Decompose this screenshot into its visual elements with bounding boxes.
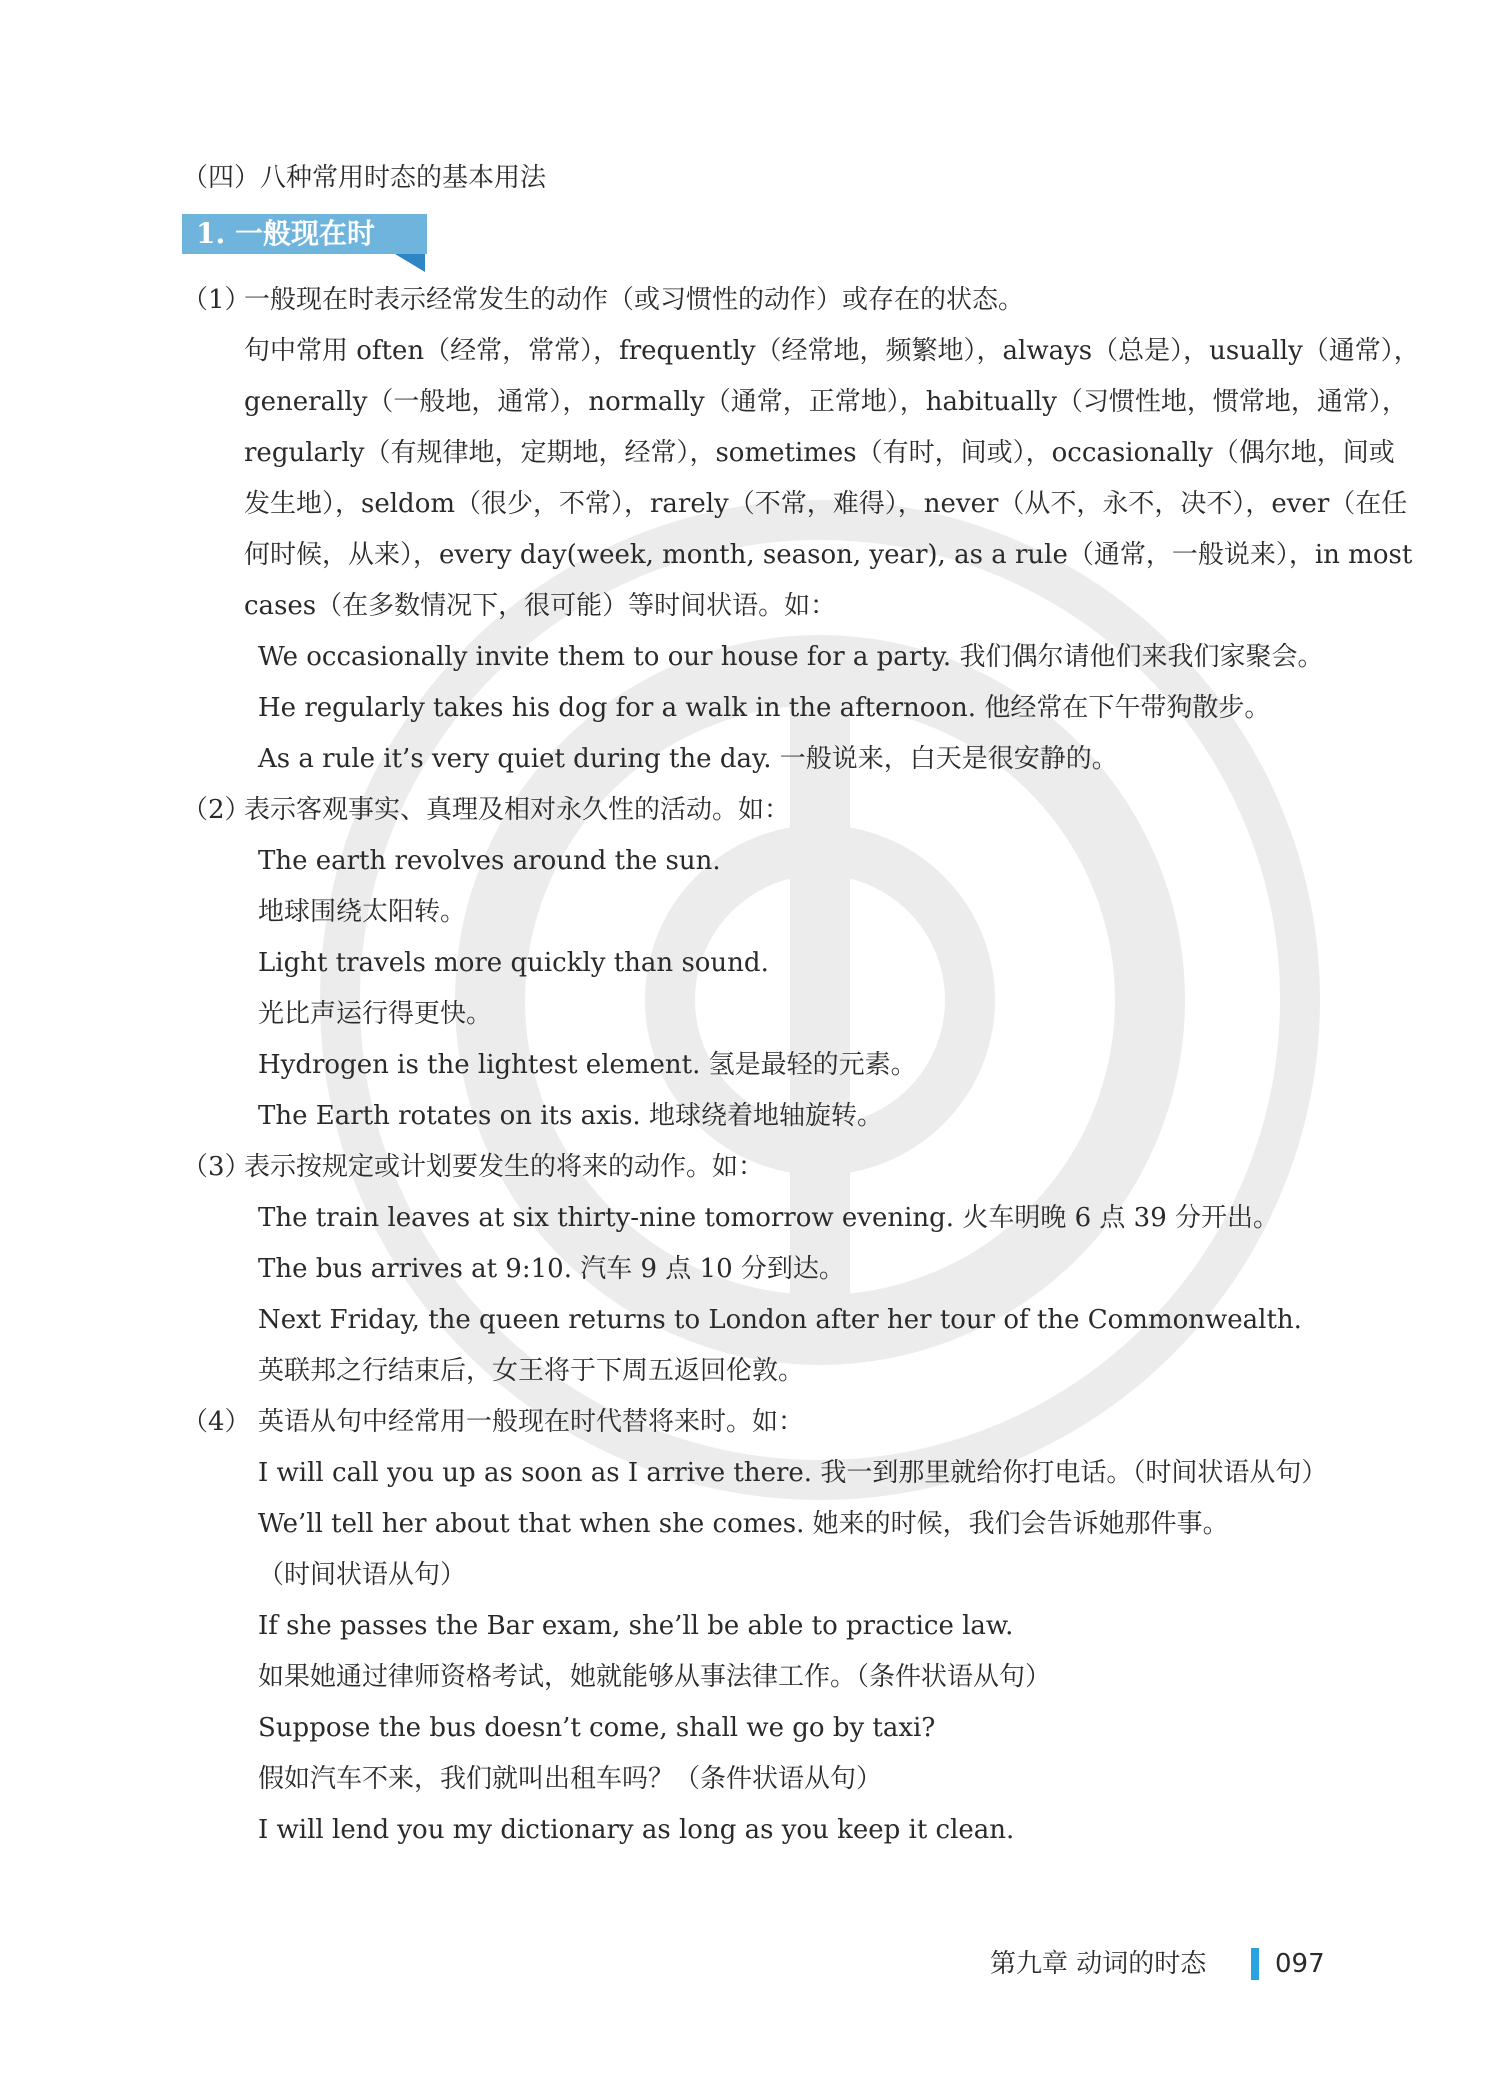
example-line: I will lend you my dictionary as long as you keep it clean. [258, 1815, 1015, 1845]
point-number: （1） [182, 285, 251, 315]
page-number: 097 [1275, 1949, 1325, 1979]
point-number: （2） [182, 795, 251, 825]
subsection-tag-label: 1. 一般现在时 [196, 217, 375, 250]
point-text-line: regularly（有规律地，定期地，经常），sometimes（有时，间或），occasionally（偶尔地，间或 [244, 438, 1395, 468]
example-line: 如果她通过律师资格考试，她就能够从事法律工作。（条件状语从句） [258, 1662, 1052, 1692]
point-number: （4） [182, 1407, 251, 1437]
point-text-line: cases（在多数情况下，很可能）等时间状语。如： [244, 591, 837, 621]
example-line: Next Friday, the queen returns to London after her tour of the Commonwealth. [258, 1305, 1302, 1335]
example-line: 英联邦之行结束后，女王将于下周五返回伦敦。 [258, 1356, 805, 1386]
example-line: We’ll tell her about that when she comes. 她来的时候，我们会告诉她那件事。 [258, 1509, 1229, 1539]
example-line: Suppose the bus doesn’t come, shall we go by taxi? [258, 1713, 936, 1743]
example-line: 假如汽车不来，我们就叫出租车吗？（条件状语从句） [258, 1764, 883, 1794]
example-line: （时间状语从句） [258, 1560, 467, 1590]
chapter-title: 第九章 动词的时态 [990, 1949, 1207, 1979]
point-text-line: 英语从句中经常用一般现在时代替将来时。如： [258, 1407, 805, 1437]
example-line: 光比声运行得更快。 [258, 999, 493, 1029]
example-line: If she passes the Bar exam, she’ll be able to practice law. [258, 1611, 1014, 1641]
example-line: The earth revolves around the sun. [258, 846, 721, 876]
section-heading: （四）八种常用时态的基本用法 [182, 163, 547, 193]
point-text-line: 句中常用 often（经常，常常），frequently（经常地，频繁地），always（总是），usually（通常）， [244, 336, 1420, 366]
point-text-line: 发生地），seldom（很少，不常），rarely（不常，难得），never（从不，永不，决不），ever（在任 [244, 489, 1408, 519]
example-line: As a rule it’s very quiet during the day. 一般说来，白天是很安静的。 [258, 744, 1118, 774]
point-text-line: 何时候，从来），every day(week, month, season, year), as a rule（通常，一般说来），in most [244, 540, 1413, 570]
footer-divider [1251, 1948, 1259, 1980]
example-line: The train leaves at six thirty-nine tomorrow evening. 火车明晚 6 点 39 分开出。 [258, 1203, 1280, 1233]
example-line: I will call you up as soon as I arrive there. 我一到那里就给你打电话。（时间状语从句） [258, 1458, 1328, 1488]
point-number: （3） [182, 1152, 251, 1182]
point-text-line: 一般现在时表示经常发生的动作（或习惯性的动作）或存在的状态。 [244, 285, 1025, 315]
example-line: The Earth rotates on its axis. 地球绕着地轴旋转。 [258, 1101, 883, 1131]
subsection-tag [182, 214, 427, 254]
point-text-line: 表示客观事实、真理及相对永久性的活动。如： [244, 795, 791, 825]
point-text-line: 表示按规定或计划要发生的将来的动作。如： [244, 1152, 765, 1182]
example-line: Hydrogen is the lightest element. 氢是最轻的元素。 [258, 1050, 917, 1080]
tag-tail-icon [395, 254, 425, 272]
example-line: He regularly takes his dog for a walk in the afternoon. 他经常在下午带狗散步。 [258, 693, 1271, 723]
example-line: We occasionally invite them to our house for a party. 我们偶尔请他们来我们家聚会。 [258, 642, 1324, 672]
example-line: Light travels more quickly than sound. [258, 948, 769, 978]
point-text-line: generally（一般地，通常），normally（通常，正常地），habitually（习惯性地，惯常地，通常）， [244, 387, 1408, 417]
example-line: The bus arrives at 9:10. 汽车 9 点 10 分到达。 [258, 1254, 845, 1284]
example-line: 地球围绕太阳转。 [258, 897, 467, 927]
